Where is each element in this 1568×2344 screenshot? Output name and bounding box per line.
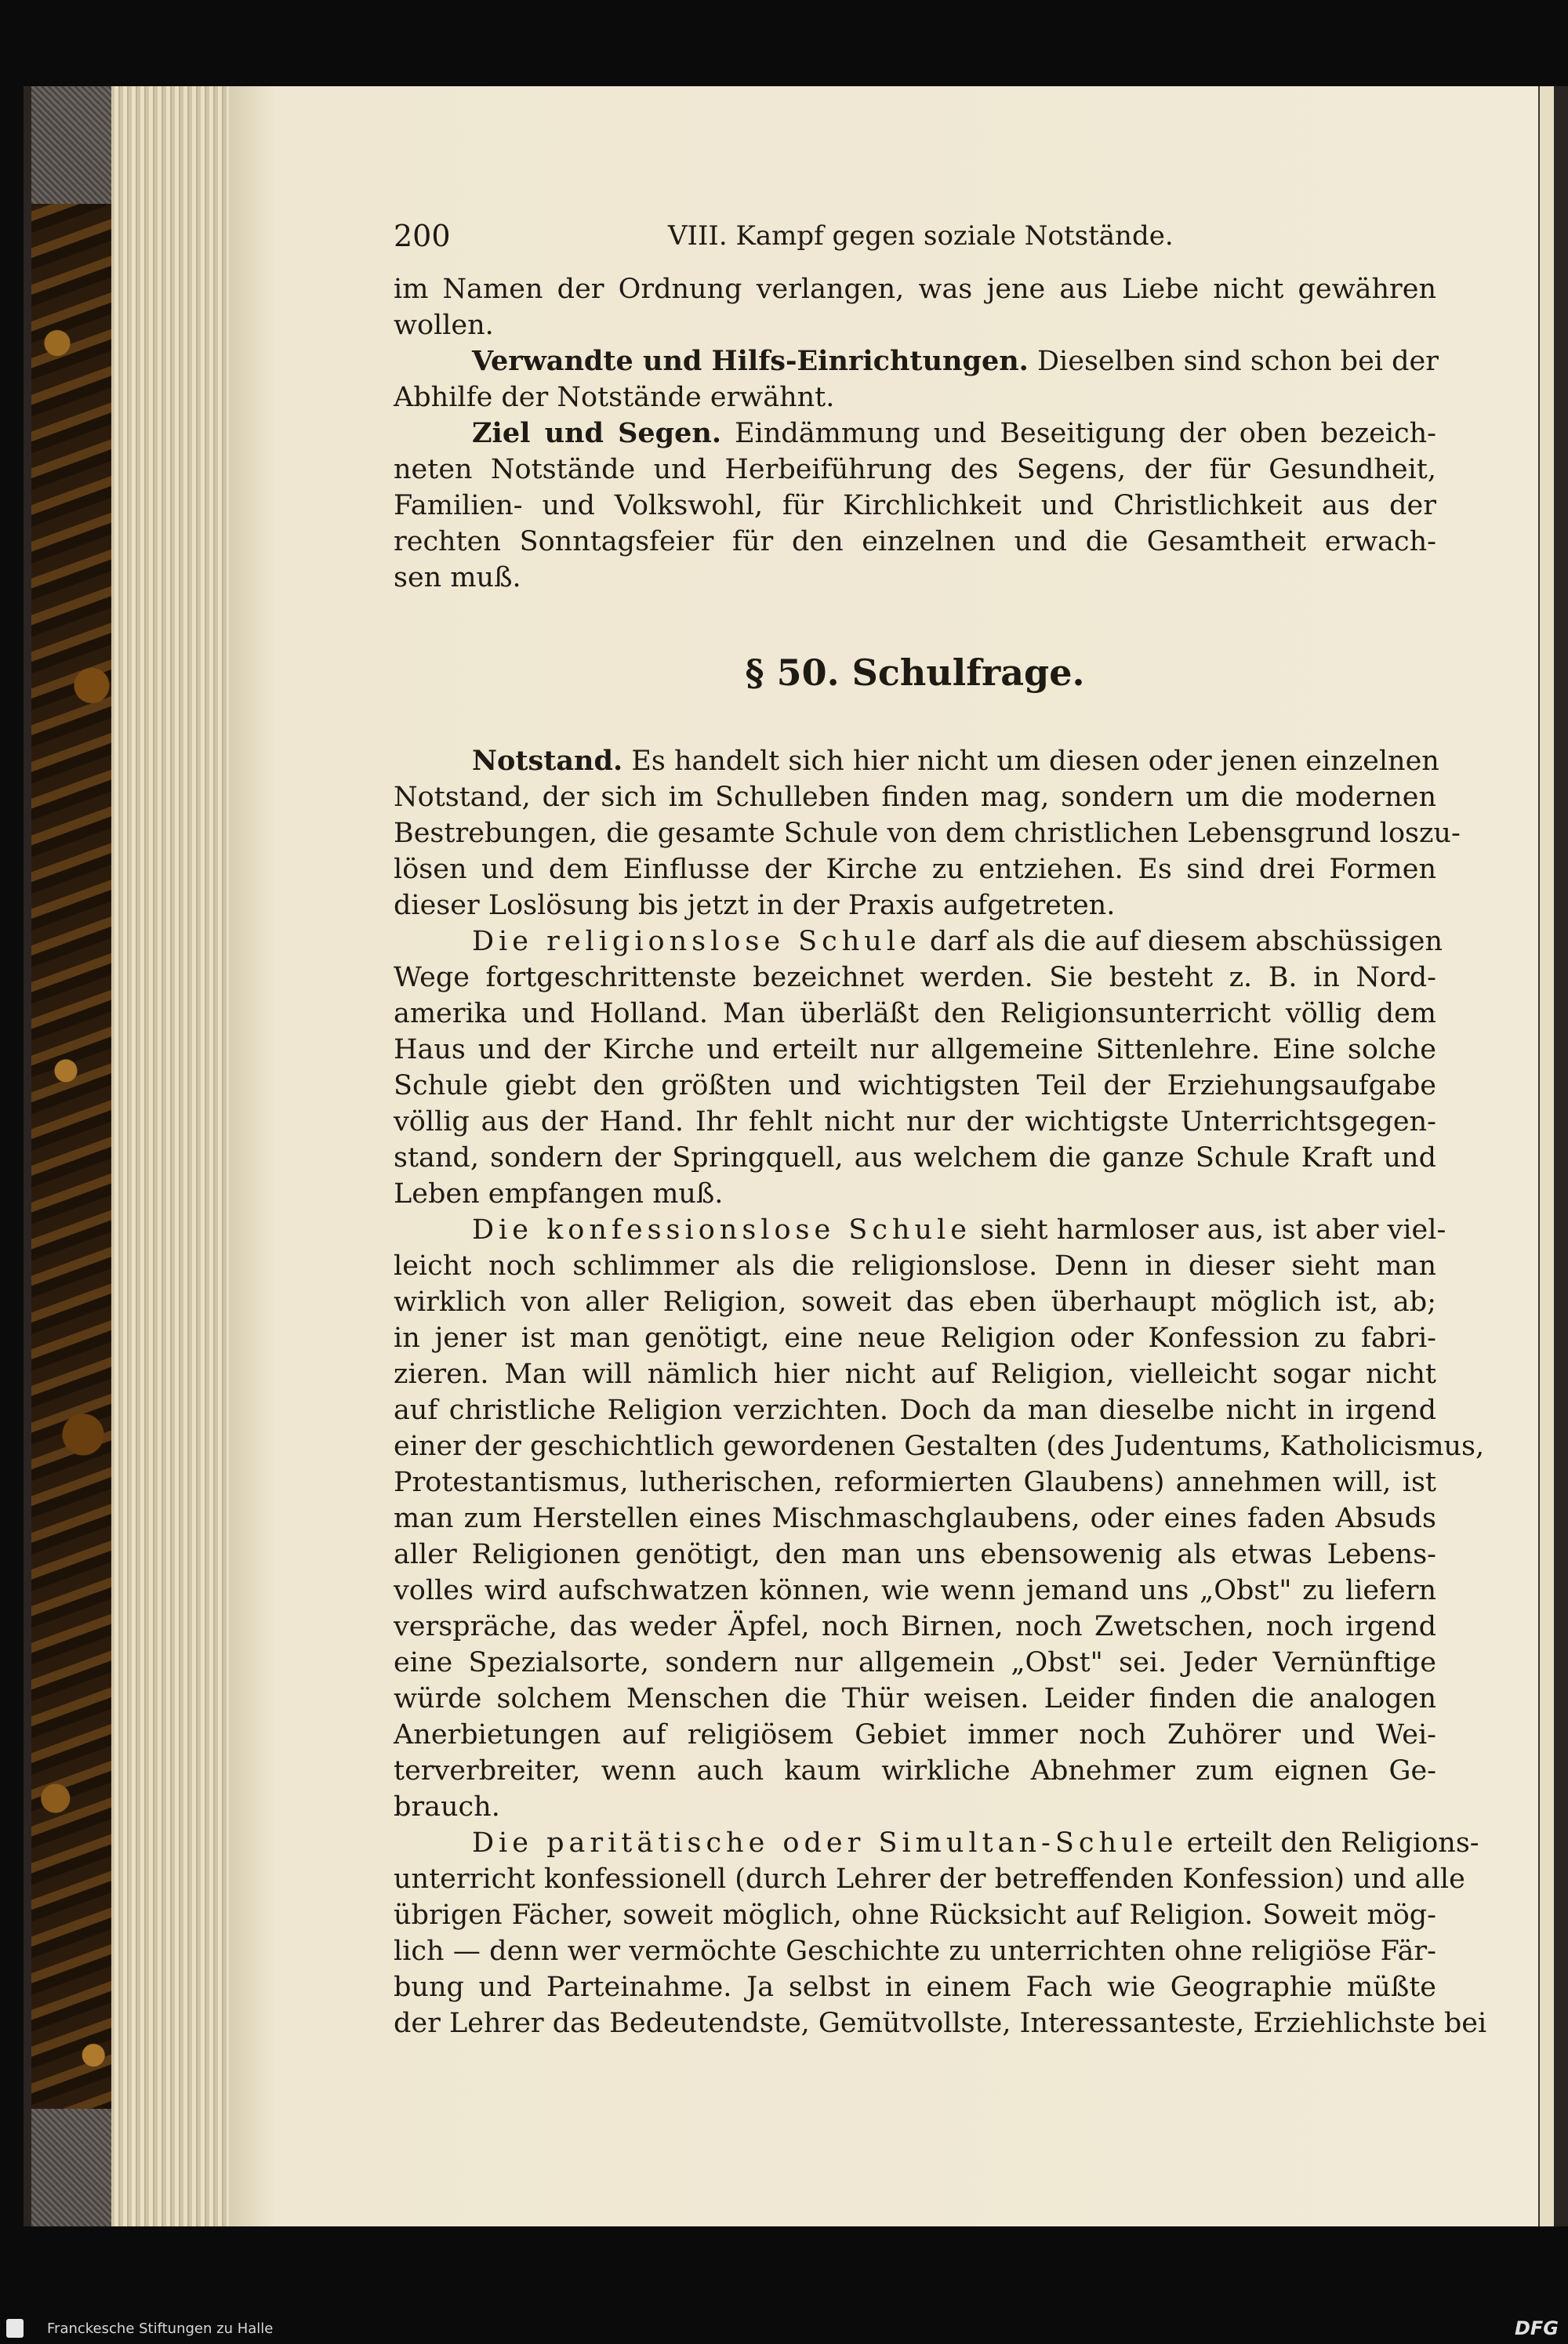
book-cover-marbled <box>31 86 118 2226</box>
text-inline: erteilt den Religions- <box>1186 1827 1479 1859</box>
paragraph-verwandte <box>394 345 1439 378</box>
text-line: Abhilfe der Notstände erwähnt. <box>394 382 835 413</box>
text-line: unterricht konfessionell (durch Lehrer der betreffenden Konfession) und alle <box>394 1863 1465 1895</box>
text-line: sen muß. <box>394 562 521 593</box>
text-inline: Es handelt sich hier nicht um diesen oder jenen einzelnen <box>631 746 1439 777</box>
text-line: völlig aus der Hand. Ihr fehlt nicht nur der wichtigste Unterrichtsgegen- <box>394 1106 1436 1138</box>
page-edges <box>111 86 229 2226</box>
paragraph-simultan <box>394 1827 1479 1860</box>
cover-corner-bottom <box>31 2109 118 2226</box>
text-line: lösen und dem Einflusse der Kirche zu entziehen. Es sind drei Formen <box>394 854 1436 885</box>
text-line: wirklich von aller Religion, soweit das eben überhaupt möglich ist, ab; <box>394 1286 1436 1318</box>
scan-background <box>24 86 1568 2226</box>
text-line: amerika und Holland. Man überläßt den Religionsunterricht völlig dem <box>394 998 1436 1029</box>
text-line: eine Spezialsorte, sondern nur allgemein „Obst" sei. Jeder Vernünftige <box>394 1647 1436 1678</box>
heading-notstand: Notstand. <box>472 745 623 777</box>
text-line: Protestantismus, lutherischen, reformierten Glaubens) annehmen will, ist <box>394 1467 1436 1498</box>
institution-logo-icon <box>6 2319 24 2338</box>
text-line: im Namen der Ordnung verlangen, was jene aus Liebe nicht gewähren <box>394 274 1436 305</box>
text-line: neten Notstände und Herbeiführung des Segens, der für Gesundheit, <box>394 454 1436 485</box>
term-konfessionslose: Die konfessionslose Schule <box>472 1214 971 1246</box>
text-line: Schule giebt den größten und wichtigsten Teil der Erziehungsaufgabe <box>394 1070 1436 1101</box>
paragraph-religionslose <box>394 925 1443 958</box>
text-inline: Eindämmung und Beseitigung der oben bezeich- <box>735 418 1436 449</box>
viewer-footer <box>0 2313 1568 2344</box>
text-line: wollen. <box>394 310 494 341</box>
text-line: Familien- und Volkswohl, für Kirchlichkeit und Christlichkeit aus der <box>394 490 1436 521</box>
text-line: Notstand, der sich im Schulleben finden mag, sondern um die modernen <box>394 782 1436 813</box>
text-line: zieren. Man will nämlich hier nicht auf Religion, vielleicht sogar nicht <box>394 1359 1436 1390</box>
text-line: bung und Parteinahme. Ja selbst in einem Fach wie Geographie müßte <box>394 1972 1436 2003</box>
section-heading: § 50. Schulfrage. <box>745 651 1085 694</box>
text-line: übrigen Fächer, soweit möglich, ohne Rücksicht auf Religion. Soweit mög- <box>394 1900 1436 1931</box>
text-line: volles wird aufschwatzen können, wie wenn jemand uns „Obst" zu liefern <box>394 1575 1436 1606</box>
text-line: rechten Sonntagsfeier für den einzelnen und die Gesamtheit erwach- <box>394 526 1436 557</box>
text-line: in jener ist man genötigt, eine neue Religion oder Konfession zu fabri- <box>394 1323 1436 1354</box>
institution-name: Franckesche Stiftungen zu Halle <box>47 2320 274 2337</box>
text-line: dieser Loslösung bis jetzt in der Praxis aufgetreten. <box>394 890 1116 921</box>
paragraph-ziel <box>394 417 1436 450</box>
text-line: man zum Herstellen eines Mischmaschglaubens, oder eines faden Absuds <box>394 1503 1436 1534</box>
dfg-logo: DFG <box>1514 2317 1559 2339</box>
text-line: verspräche, das weder Äpfel, noch Birnen, noch Zwetschen, noch irgend <box>394 1611 1436 1642</box>
cover-corner-top <box>31 86 118 204</box>
text-line: Anerbietungen auf religiösem Gebiet immer noch Zuhörer und Wei- <box>394 1719 1436 1751</box>
text-line: lich — denn wer vermöchte Geschichte zu unterrichten ohne religiöse Fär- <box>394 1936 1436 1967</box>
text-line: Leben empfangen muß. <box>394 1178 724 1210</box>
text-line: Bestrebungen, die gesamte Schule von dem christlichen Lebensgrund loszu- <box>394 818 1461 849</box>
text-line: der Lehrer das Bedeutendste, Gemütvollste, Interessanteste, Erziehlichste bei <box>394 2008 1487 2039</box>
paragraph-notstand <box>394 745 1439 778</box>
book-page <box>229 86 1554 2226</box>
text-inline: sieht harmloser aus, ist aber viel- <box>980 1214 1446 1246</box>
term-simultan: Die paritätische oder Simultan-Schule <box>472 1827 1178 1859</box>
text-line: leicht noch schlimmer als die religionslose. Denn in dieser sieht man <box>394 1250 1436 1282</box>
text-line: terverbreiter, wenn auch kaum wirkliche Abnehmer zum eignen Ge- <box>394 1755 1436 1787</box>
text-line: aller Religionen genötigt, den man uns ebensowenig als etwas Lebens- <box>394 1539 1436 1570</box>
running-head: VIII. Kampf gegen soziale Notstände. <box>668 220 1174 252</box>
text-line: Wege fortgeschrittenste bezeichnet werden. Sie besteht z. B. in Nord- <box>394 962 1436 993</box>
term-religionslose: Die religionslose Schule <box>472 926 921 957</box>
text-inline: darf als die auf diesem abschüssigen <box>929 926 1443 957</box>
text-line: auf christliche Religion verzichten. Doch da man dieselbe nicht in irgend <box>394 1395 1436 1426</box>
text-line: einer der geschichtlich gewordenen Gestalten (des Judentums, Katholicismus, <box>394 1431 1485 1462</box>
text-line: würde solchem Menschen die Thür weisen. Leider finden die analogen <box>394 1683 1436 1714</box>
text-inline: Dieselben sind schon bei der <box>1036 346 1439 377</box>
facing-page-edge <box>1538 86 1554 2226</box>
text-line: stand, sondern der Springquell, aus welchem die ganze Schule Kraft und <box>394 1142 1436 1174</box>
text-line: brauch. <box>394 1791 500 1823</box>
text-line: Haus und der Kirche und erteilt nur allgemeine Sittenlehre. Eine solche <box>394 1034 1436 1065</box>
paragraph-konfessionslose <box>394 1214 1446 1246</box>
heading-verwandte: Verwandte und Hilfs-Einrichtungen. <box>472 345 1029 377</box>
heading-ziel: Ziel und Segen. <box>472 417 722 449</box>
page-number: 200 <box>394 219 451 253</box>
